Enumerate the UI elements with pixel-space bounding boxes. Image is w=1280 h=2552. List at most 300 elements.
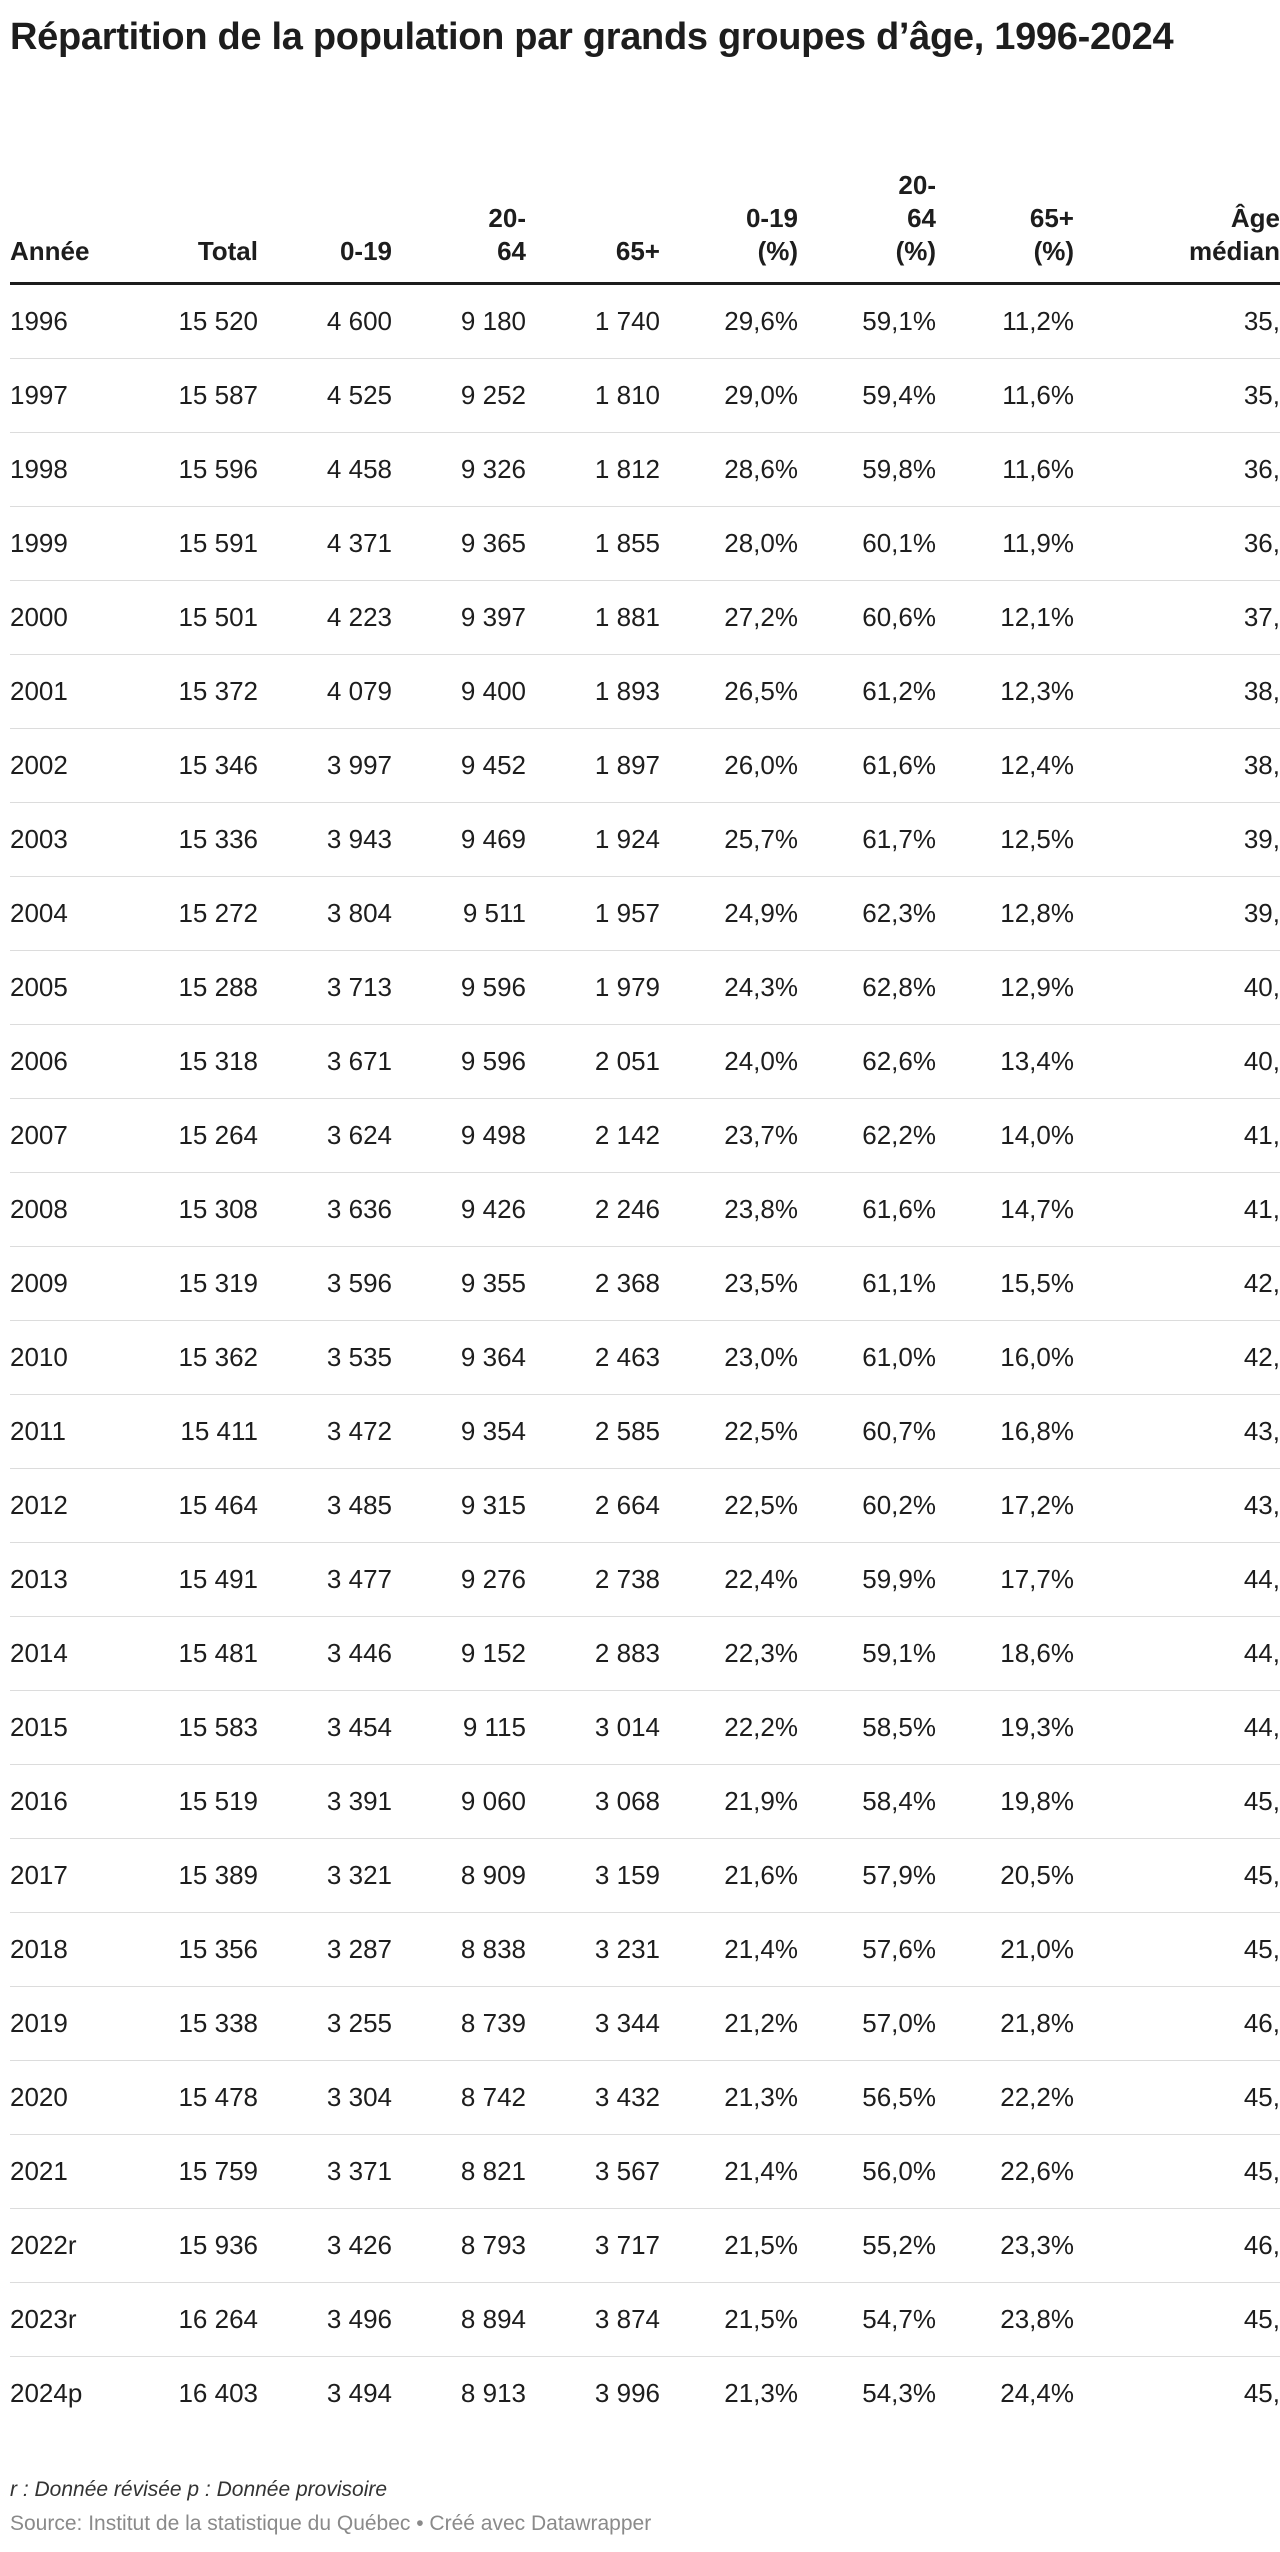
table-row [10, 1839, 1280, 1913]
table-row [10, 1247, 1280, 1321]
cell-pct-0-19: 21,9% [660, 1765, 798, 1839]
cell-year: 1999 [10, 507, 150, 581]
cell-pct-0-19: 21,6% [660, 1839, 798, 1913]
table-row [10, 1765, 1280, 1839]
cell-year: 2022r [10, 2209, 150, 2283]
cell-pct-65-plus: 14,0% [936, 1099, 1074, 1173]
cell-total: 15 587 [150, 359, 258, 433]
cell-pct-65-plus: 11,2% [936, 284, 1074, 359]
cell-age-median: 45, [1074, 2283, 1280, 2357]
cell-year: 1997 [10, 359, 150, 433]
cell-age-0-19: 3 943 [258, 803, 392, 877]
cell-age-0-19: 3 997 [258, 729, 392, 803]
cell-age-65-plus: 1 957 [526, 877, 660, 951]
cell-total: 15 338 [150, 1987, 258, 2061]
cell-age-20-64: 9 152 [392, 1617, 526, 1691]
cell-pct-65-plus: 11,6% [936, 359, 1074, 433]
cell-age-65-plus: 2 246 [526, 1173, 660, 1247]
cell-age-65-plus: 3 068 [526, 1765, 660, 1839]
cell-age-20-64: 8 909 [392, 1839, 526, 1913]
cell-total: 15 411 [150, 1395, 258, 1469]
footnote: r : Donnée révisée p : Donnée provisoire [10, 2478, 388, 2501]
cell-age-median: 42, [1074, 1321, 1280, 1395]
cell-pct-20-64: 56,5% [798, 2061, 936, 2135]
table-row [10, 2283, 1280, 2357]
cell-pct-0-19: 21,4% [660, 2135, 798, 2209]
cell-year: 2001 [10, 655, 150, 729]
cell-age-20-64: 9 354 [392, 1395, 526, 1469]
cell-age-median: 35, [1074, 284, 1280, 359]
cell-pct-20-64: 61,1% [798, 1247, 936, 1321]
cell-age-20-64: 9 115 [392, 1691, 526, 1765]
cell-age-65-plus: 2 368 [526, 1247, 660, 1321]
cell-total: 15 596 [150, 433, 258, 507]
cell-pct-0-19: 26,0% [660, 729, 798, 803]
cell-pct-0-19: 27,2% [660, 581, 798, 655]
cell-age-0-19: 3 391 [258, 1765, 392, 1839]
table-row [10, 729, 1280, 803]
cell-age-0-19: 3 371 [258, 2135, 392, 2209]
cell-age-65-plus: 2 883 [526, 1617, 660, 1691]
table-row [10, 1321, 1280, 1395]
column-header-65-plus[interactable]: 65+ [526, 160, 660, 284]
cell-pct-65-plus: 17,2% [936, 1469, 1074, 1543]
cell-year: 2014 [10, 1617, 150, 1691]
cell-age-65-plus: 1 812 [526, 433, 660, 507]
cell-age-0-19: 3 472 [258, 1395, 392, 1469]
cell-age-median: 44, [1074, 1543, 1280, 1617]
cell-total: 15 591 [150, 507, 258, 581]
data-table-container [10, 160, 1280, 2430]
column-header-65-plus-pct[interactable]: 65+ (%) [936, 160, 1074, 284]
cell-pct-20-64: 59,8% [798, 433, 936, 507]
cell-age-0-19: 3 287 [258, 1913, 392, 1987]
cell-age-median: 39, [1074, 803, 1280, 877]
cell-total: 15 520 [150, 284, 258, 359]
cell-pct-0-19: 22,3% [660, 1617, 798, 1691]
cell-pct-20-64: 61,2% [798, 655, 936, 729]
cell-total: 15 501 [150, 581, 258, 655]
cell-pct-65-plus: 22,6% [936, 2135, 1074, 2209]
cell-pct-0-19: 25,7% [660, 803, 798, 877]
cell-year: 2019 [10, 1987, 150, 2061]
cell-age-0-19: 3 321 [258, 1839, 392, 1913]
cell-age-65-plus: 3 874 [526, 2283, 660, 2357]
cell-age-65-plus: 1 740 [526, 284, 660, 359]
cell-pct-65-plus: 19,8% [936, 1765, 1074, 1839]
table-header-row [10, 160, 1280, 284]
cell-pct-0-19: 22,2% [660, 1691, 798, 1765]
cell-pct-20-64: 61,7% [798, 803, 936, 877]
cell-pct-20-64: 58,4% [798, 1765, 936, 1839]
cell-total: 15 372 [150, 655, 258, 729]
cell-age-0-19: 4 079 [258, 655, 392, 729]
cell-pct-20-64: 60,6% [798, 581, 936, 655]
cell-pct-0-19: 29,0% [660, 359, 798, 433]
cell-year: 2003 [10, 803, 150, 877]
cell-pct-65-plus: 19,3% [936, 1691, 1074, 1765]
cell-age-median: 40, [1074, 951, 1280, 1025]
table-row [10, 1913, 1280, 1987]
cell-pct-20-64: 62,2% [798, 1099, 936, 1173]
cell-pct-20-64: 57,9% [798, 1839, 936, 1913]
cell-age-0-19: 3 454 [258, 1691, 392, 1765]
cell-age-20-64: 9 180 [392, 284, 526, 359]
cell-year: 2021 [10, 2135, 150, 2209]
cell-total: 15 936 [150, 2209, 258, 2283]
cell-age-0-19: 3 624 [258, 1099, 392, 1173]
table-row [10, 1173, 1280, 1247]
cell-pct-20-64: 54,7% [798, 2283, 936, 2357]
column-header-total[interactable]: Total [150, 160, 258, 284]
cell-pct-65-plus: 12,5% [936, 803, 1074, 877]
data-table [10, 160, 1280, 2430]
cell-age-65-plus: 3 567 [526, 2135, 660, 2209]
cell-age-median: 40, [1074, 1025, 1280, 1099]
cell-age-median: 42, [1074, 1247, 1280, 1321]
cell-pct-0-19: 23,5% [660, 1247, 798, 1321]
cell-age-0-19: 3 304 [258, 2061, 392, 2135]
cell-pct-0-19: 21,3% [724, 2378, 798, 2408]
cell-pct-65-plus: 24,4% [1000, 2378, 1074, 2408]
cell-year: 2000 [10, 581, 150, 655]
cell-age-0-19: 4 458 [258, 433, 392, 507]
cell-age-median: 35, [1074, 359, 1280, 433]
cell-age-0-19: 3 255 [258, 1987, 392, 2061]
cell-total: 15 389 [150, 1839, 258, 1913]
cell-age-65-plus: 3 344 [526, 1987, 660, 2061]
table-row [10, 581, 1280, 655]
table-row [10, 803, 1280, 877]
cell-age-65-plus: 1 897 [526, 729, 660, 803]
cell-year: 2005 [10, 951, 150, 1025]
cell-total: 15 288 [150, 951, 258, 1025]
cell-age-65-plus: 1 810 [526, 359, 660, 433]
cell-pct-20-64: 62,6% [798, 1025, 936, 1099]
cell-age-median: 43, [1074, 1395, 1280, 1469]
cell-total: 15 759 [150, 2135, 258, 2209]
cell-year: 1998 [10, 433, 150, 507]
cell-pct-0-19: 22,5% [660, 1469, 798, 1543]
cell-age-65-plus: 2 664 [526, 1469, 660, 1543]
cell-age-0-19: 3 535 [258, 1321, 392, 1395]
cell-age-0-19: 4 600 [258, 284, 392, 359]
cell-pct-0-19: 29,6% [660, 284, 798, 359]
cell-pct-0-19: 22,5% [660, 1395, 798, 1469]
cell-age-20-64: 9 511 [392, 877, 526, 951]
cell-pct-0-19: 23,8% [660, 1173, 798, 1247]
cell-age-0-19: 3 494 [326, 2378, 392, 2408]
cell-year: 2007 [10, 1099, 150, 1173]
cell-pct-65-plus: 17,7% [936, 1543, 1074, 1617]
cell-pct-65-plus: 12,9% [936, 951, 1074, 1025]
cell-age-0-19: 4 223 [258, 581, 392, 655]
table-row [10, 655, 1280, 729]
source-credit: Source: Institut de la statistique du Québec • Créé avec Datawrapper [10, 2512, 652, 2535]
cell-pct-20-64: 59,1% [798, 284, 936, 359]
cell-year: 2020 [10, 2061, 150, 2135]
cell-total: 15 464 [150, 1469, 258, 1543]
cell-age-65-plus: 2 463 [526, 1321, 660, 1395]
cell-year: 2011 [10, 1395, 150, 1469]
cell-year: 2013 [10, 1543, 150, 1617]
cell-age-median: 36, [1074, 433, 1280, 507]
cell-total: 15 336 [150, 803, 258, 877]
cell-pct-65-plus: 11,9% [936, 507, 1074, 581]
table-row [10, 1025, 1280, 1099]
cell-pct-65-plus: 16,0% [936, 1321, 1074, 1395]
cell-age-20-64: 9 397 [392, 581, 526, 655]
cell-pct-20-64: 54,3% [862, 2378, 936, 2408]
cell-year: 2010 [10, 1321, 150, 1395]
cell-age-0-19: 3 426 [258, 2209, 392, 2283]
cell-age-median: 43, [1074, 1469, 1280, 1543]
cell-total: 15 346 [150, 729, 258, 803]
cell-age-0-19: 3 485 [258, 1469, 392, 1543]
cell-total: 15 583 [150, 1691, 258, 1765]
cell-pct-0-19: 21,4% [660, 1913, 798, 1987]
cell-age-20-64: 8 894 [392, 2283, 526, 2357]
table-row [10, 2135, 1280, 2209]
cell-year: 2009 [10, 1247, 150, 1321]
cell-age-65-plus: 3 231 [526, 1913, 660, 1987]
table-row [10, 1617, 1280, 1691]
cell-pct-0-19: 21,3% [660, 2061, 798, 2135]
cell-pct-0-19: 21,5% [660, 2209, 798, 2283]
cell-pct-65-plus: 20,5% [936, 1839, 1074, 1913]
cell-pct-20-64: 60,7% [798, 1395, 936, 1469]
cell-total: 15 491 [150, 1543, 258, 1617]
cell-age-65-plus: 3 717 [526, 2209, 660, 2283]
cell-age-65-plus: 2 585 [526, 1395, 660, 1469]
cell-age-median: 37, [1074, 581, 1280, 655]
table-row [10, 1469, 1280, 1543]
cell-age-20-64: 8 821 [392, 2135, 526, 2209]
cell-pct-0-19: 24,0% [660, 1025, 798, 1099]
cell-pct-65-plus: 12,8% [936, 877, 1074, 951]
cell-age-65-plus: 1 881 [526, 581, 660, 655]
cell-pct-65-plus: 21,8% [936, 1987, 1074, 2061]
cell-age-median: 38, [1074, 655, 1280, 729]
cell-age-median: 45, [1074, 1765, 1280, 1839]
cell-pct-20-64: 60,2% [798, 1469, 936, 1543]
cell-pct-0-19: 23,7% [660, 1099, 798, 1173]
cell-total: 15 478 [150, 2061, 258, 2135]
cell-age-0-19: 3 477 [258, 1543, 392, 1617]
cell-age-20-64: 9 498 [392, 1099, 526, 1173]
cell-age-0-19: 3 496 [258, 2283, 392, 2357]
cell-total: 15 481 [150, 1617, 258, 1691]
cell-pct-20-64: 57,0% [798, 1987, 936, 2061]
column-header-20-64[interactable]: 20-64 [392, 160, 526, 284]
cell-pct-0-19: 21,2% [660, 1987, 798, 2061]
cell-pct-0-19: 24,9% [660, 877, 798, 951]
cell-age-0-19: 3 636 [258, 1173, 392, 1247]
cell-pct-20-64: 55,2% [798, 2209, 936, 2283]
cell-age-median: 45, [1074, 1913, 1280, 1987]
cell-pct-20-64: 61,6% [798, 729, 936, 803]
cell-pct-0-19: 24,3% [660, 951, 798, 1025]
cell-pct-65-plus: 12,3% [936, 655, 1074, 729]
cell-age-20-64: 9 252 [392, 359, 526, 433]
cell-age-0-19: 3 596 [258, 1247, 392, 1321]
cell-age-20-64: 9 400 [392, 655, 526, 729]
cell-age-20-64: 9 426 [392, 1173, 526, 1247]
cell-year: 2002 [10, 729, 150, 803]
table-row [10, 1691, 1280, 1765]
table-row [10, 2357, 1280, 2431]
table-row [10, 877, 1280, 951]
cell-year: 2017 [10, 1839, 150, 1913]
cell-pct-20-64: 61,6% [798, 1173, 936, 1247]
cell-age-65-plus: 2 738 [526, 1543, 660, 1617]
cell-age-median: 45, [1074, 1839, 1280, 1913]
cell-year: 2018 [10, 1913, 150, 1987]
table-row [10, 951, 1280, 1025]
cell-pct-20-64: 59,1% [798, 1617, 936, 1691]
cell-pct-65-plus: 14,7% [936, 1173, 1074, 1247]
cell-age-0-19: 4 525 [258, 359, 392, 433]
cell-age-20-64: 8 739 [392, 1987, 526, 2061]
cell-age-20-64: 9 365 [392, 507, 526, 581]
table-row [10, 1395, 1280, 1469]
cell-age-20-64: 9 355 [392, 1247, 526, 1321]
cell-age-65-plus: 3 014 [526, 1691, 660, 1765]
cell-year: 2008 [10, 1173, 150, 1247]
cell-age-median: 41, [1074, 1099, 1280, 1173]
table-row [10, 1099, 1280, 1173]
cell-year: 2024p [10, 2378, 83, 2408]
cell-age-median: 39, [1074, 877, 1280, 951]
cell-year: 2006 [10, 1025, 150, 1099]
column-header-age-median[interactable]: Âge médian [1074, 160, 1280, 284]
cell-age-median: 44, [1074, 1691, 1280, 1765]
cell-age-0-19: 3 446 [258, 1617, 392, 1691]
chart-title: Répartition de la population par grands groupes d’âge, 1996-2024 [10, 16, 1174, 58]
cell-pct-20-64: 56,0% [798, 2135, 936, 2209]
cell-total: 16 264 [150, 2283, 258, 2357]
cell-age-median: 45, [1074, 2135, 1280, 2209]
cell-age-20-64: 8 838 [392, 1913, 526, 1987]
table-row [10, 1543, 1280, 1617]
cell-age-median: 46, [1074, 2209, 1280, 2283]
cell-age-65-plus: 3 432 [526, 2061, 660, 2135]
cell-pct-65-plus: 11,6% [936, 433, 1074, 507]
column-header-annee[interactable]: Année [10, 160, 150, 284]
cell-pct-65-plus: 12,1% [936, 581, 1074, 655]
cell-age-65-plus: 3 159 [526, 1839, 660, 1913]
column-header-0-19-pct[interactable]: 0-19 (%) [660, 160, 798, 284]
cell-total: 15 319 [150, 1247, 258, 1321]
cell-pct-20-64: 59,9% [798, 1543, 936, 1617]
cell-pct-0-19: 21,5% [660, 2283, 798, 2357]
cell-pct-20-64: 62,3% [798, 877, 936, 951]
cell-year: 2015 [10, 1691, 150, 1765]
cell-age-65-plus: 1 924 [526, 803, 660, 877]
cell-total: 16 403 [178, 2378, 258, 2408]
cell-total: 15 362 [150, 1321, 258, 1395]
table-row [10, 507, 1280, 581]
table-body [10, 284, 1280, 2431]
cell-age-65-plus: 1 855 [526, 507, 660, 581]
cell-age-20-64: 9 364 [392, 1321, 526, 1395]
cell-age-median: 45, [1074, 2061, 1280, 2135]
table-row [10, 359, 1280, 433]
cell-total: 15 318 [150, 1025, 258, 1099]
cell-age-65-plus: 1 979 [526, 951, 660, 1025]
cell-age-20-64: 8 742 [392, 2061, 526, 2135]
cell-age-20-64: 9 596 [392, 951, 526, 1025]
cell-age-20-64: 9 452 [392, 729, 526, 803]
table-row [10, 2209, 1280, 2283]
cell-age-median: 44, [1074, 1617, 1280, 1691]
cell-year: 2012 [10, 1469, 150, 1543]
cell-age-median: 41, [1074, 1173, 1280, 1247]
column-header-0-19[interactable]: 0-19 [258, 160, 392, 284]
cell-total: 15 272 [150, 877, 258, 951]
cell-pct-65-plus: 21,0% [936, 1913, 1074, 1987]
table-row [10, 433, 1280, 507]
cell-age-65-plus: 2 142 [526, 1099, 660, 1173]
cell-total: 15 519 [150, 1765, 258, 1839]
cell-age-20-64: 9 596 [392, 1025, 526, 1099]
cell-pct-65-plus: 15,5% [936, 1247, 1074, 1321]
cell-age-0-19: 3 713 [258, 951, 392, 1025]
cell-total: 15 264 [150, 1099, 258, 1173]
cell-pct-65-plus: 23,8% [936, 2283, 1074, 2357]
cell-age-20-64: 9 060 [392, 1765, 526, 1839]
cell-pct-0-19: 28,6% [660, 433, 798, 507]
cell-year: 2004 [10, 877, 150, 951]
cell-age-median: 45, [1243, 2378, 1280, 2408]
cell-pct-0-19: 28,0% [660, 507, 798, 581]
cell-age-median: 36, [1074, 507, 1280, 581]
cell-pct-0-19: 26,5% [660, 655, 798, 729]
cell-year: 1996 [10, 284, 150, 359]
cell-age-20-64: 9 276 [392, 1543, 526, 1617]
table-row [10, 2061, 1280, 2135]
cell-age-median: 38, [1074, 729, 1280, 803]
cell-age-65-plus: 2 051 [526, 1025, 660, 1099]
cell-age-0-19: 4 371 [258, 507, 392, 581]
cell-age-65-plus: 1 893 [526, 655, 660, 729]
cell-age-20-64: 8 913 [460, 2378, 526, 2408]
cell-pct-65-plus: 16,8% [936, 1395, 1074, 1469]
cell-total: 15 308 [150, 1173, 258, 1247]
cell-pct-20-64: 60,1% [798, 507, 936, 581]
cell-age-65-plus: 3 996 [594, 2378, 660, 2408]
cell-pct-20-64: 58,5% [798, 1691, 936, 1765]
cell-pct-65-plus: 13,4% [936, 1025, 1074, 1099]
cell-age-20-64: 9 326 [392, 433, 526, 507]
cell-pct-20-64: 62,8% [798, 951, 936, 1025]
cell-total: 15 356 [150, 1913, 258, 1987]
cell-pct-65-plus: 23,3% [936, 2209, 1074, 2283]
cell-year: 2016 [10, 1765, 150, 1839]
cell-age-0-19: 3 804 [258, 877, 392, 951]
table-row [10, 284, 1280, 359]
cell-age-0-19: 3 671 [258, 1025, 392, 1099]
table-row [10, 1987, 1280, 2061]
cell-pct-65-plus: 22,2% [936, 2061, 1074, 2135]
cell-pct-20-64: 57,6% [798, 1913, 936, 1987]
cell-pct-0-19: 23,0% [660, 1321, 798, 1395]
cell-age-20-64: 8 793 [392, 2209, 526, 2283]
cell-pct-20-64: 59,4% [798, 359, 936, 433]
column-header-20-64-pct[interactable]: 20-64 (%) [798, 160, 936, 284]
cell-pct-65-plus: 18,6% [936, 1617, 1074, 1691]
cell-age-median: 46, [1074, 1987, 1280, 2061]
